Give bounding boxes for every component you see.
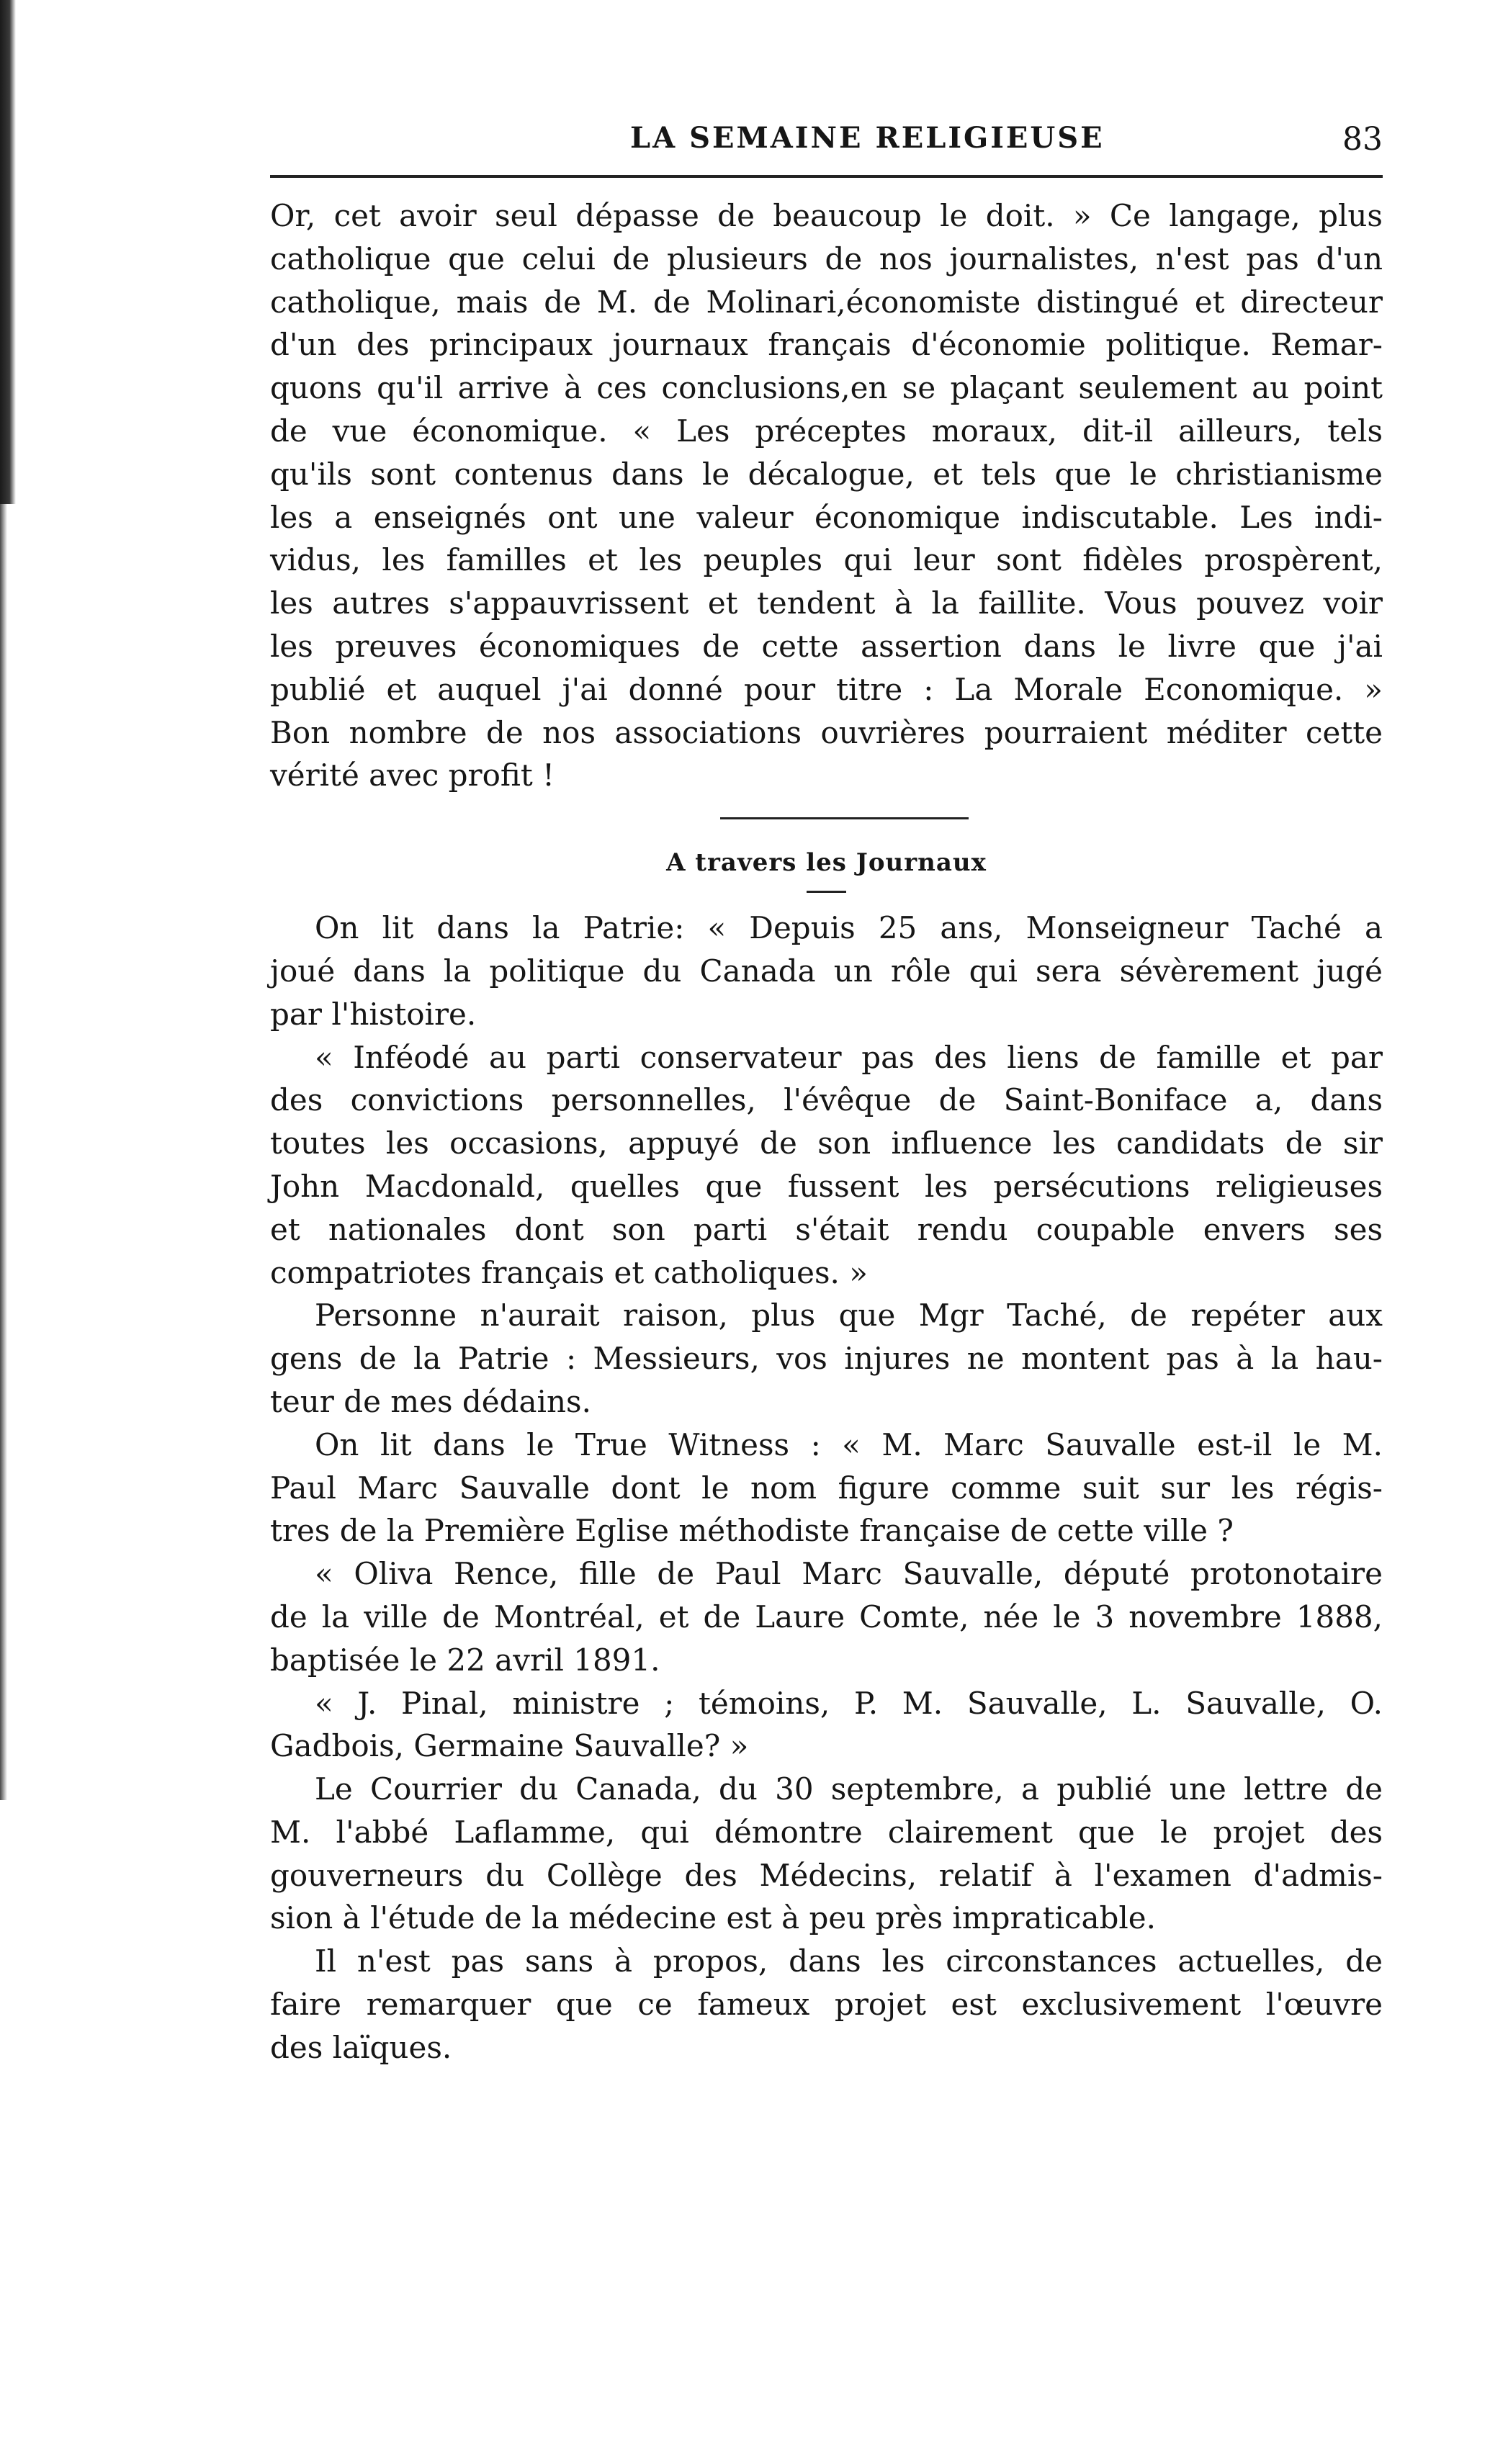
text-line: baptisée le 22 avril 1891. [270,1642,660,1678]
text-line: catholique que celui de plusieurs de nos journalistes, n'est pas d'un [270,240,1383,276]
text-line: les preuves économiques de cette assertion dans le livre que j'ai [270,628,1383,664]
text-line: de la ville de Montréal, et de Laure Comte, née le 3 novembre 1888, [270,1599,1383,1635]
text-line: d'un des principaux journaux français d'économie politique. Remar- [270,327,1383,363]
text-line: Bon nombre de nos associations ouvrières pourraient méditer cette [270,714,1383,750]
text-line: des laïques. [270,2029,452,2065]
text-line: « Inféodé au parti conservateur pas des liens de famille et par [315,1039,1383,1075]
running-title: LA SEMAINE RELIGIEUSE [630,121,1105,155]
text-line: qu'ils sont contenus dans le décalogue, et tels que le christianisme [270,456,1383,492]
text-line: Le Courrier du Canada, du 30 septembre, a publié une lettre de [315,1771,1383,1807]
text-line: Paul Marc Sauvalle dont le nom figure comme suit sur les régis- [270,1470,1383,1506]
text-line: vérité avec profit ! [270,757,555,793]
text-line: Or, cet avoir seul dépasse de beaucoup le doit. » Ce langage, plus [270,198,1383,233]
section-divider [270,797,1383,840]
page-number: 83 [1342,121,1383,158]
header-rule [270,175,1383,178]
binding-shadow [0,0,16,504]
text-line: joué dans la politique du Canada un rôle qui sera sévèrement jugé [270,953,1383,989]
text-line: gouverneurs du Collège des Médecins, relatif à l'examen d'admis- [270,1857,1383,1893]
text-line: et nationales dont son parti s'était rendu coupable envers ses [270,1211,1383,1247]
page-header [270,121,1383,164]
text-line: des convictions personnelles, l'évêque de Saint-Boniface a, dans [270,1082,1383,1118]
text-line: les a enseignés ont une valeur économique indiscutable. Les indi- [270,499,1383,535]
binding-shadow-lower [0,504,7,1800]
text-line: tres de la Première Eglise méthodiste française de cette ville ? [270,1513,1234,1549]
text-line: par l'histoire. [270,996,477,1032]
section-title-rule [270,885,1383,907]
text-line: John Macdonald, quelles que fussent les persécutions religieuses [270,1168,1383,1204]
text-line: toutes les occasions, appuyé de son influence les candidats de sir [270,1125,1383,1161]
text-line: teur de mes dédains. [270,1383,591,1419]
text-line: sion à l'étude de la médecine est à peu près impraticable. [270,1900,1157,1936]
text-line: Personne n'aurait raison, plus que Mgr Taché, de repéter aux [315,1298,1383,1334]
text-line: les autres s'appauvrissent et tendent à la faillite. Vous pouvez voir [270,585,1383,621]
text-line: catholique, mais de M. de Molinari,économiste distingué et directeur [270,284,1383,320]
text-line: Il n'est pas sans à propos, dans les circonstances actuelles, de [315,1943,1383,1979]
text-line: vidus, les familles et les peuples qui leur sont fidèles prospèrent, [270,542,1383,578]
text-line: On lit dans le True Witness : « M. Marc Sauvalle est-il le M. [315,1426,1383,1462]
text-line: faire remarquer que ce fameux projet est exclusivement l'œuvre [270,1987,1383,2023]
text-line: publié et auquel j'ai donné pour titre : La Morale Economique. » [270,671,1383,707]
text-line: gens de la Patrie : Messieurs, vos injures ne montent pas à la hau- [270,1341,1383,1377]
section-title: A travers les Journaux [666,848,987,878]
text-line: compatriotes français et catholiques. » [270,1254,868,1290]
text-line: « Oliva Rence, fille de Paul Marc Sauvalle, député protonotaire [315,1556,1383,1592]
text-line: On lit dans la Patrie: « Depuis 25 ans, Monseigneur Taché a [315,910,1383,946]
text-line: de vue économique. « Les préceptes moraux, dit-il ailleurs, tels [270,413,1383,449]
body-text [270,194,1383,2069]
text-line: Gadbois, Germaine Sauvalle? » [270,1728,749,1764]
text-line: « J. Pinal, ministre ; témoins, P. M. Sauvalle, L. Sauvalle, O. [315,1685,1383,1721]
text-line: M. l'abbé Laflamme, qui démontre clairement que le projet des [270,1814,1383,1850]
text-line: quons qu'il arrive à ces conclusions,en se plaçant seulement au point [270,370,1383,406]
